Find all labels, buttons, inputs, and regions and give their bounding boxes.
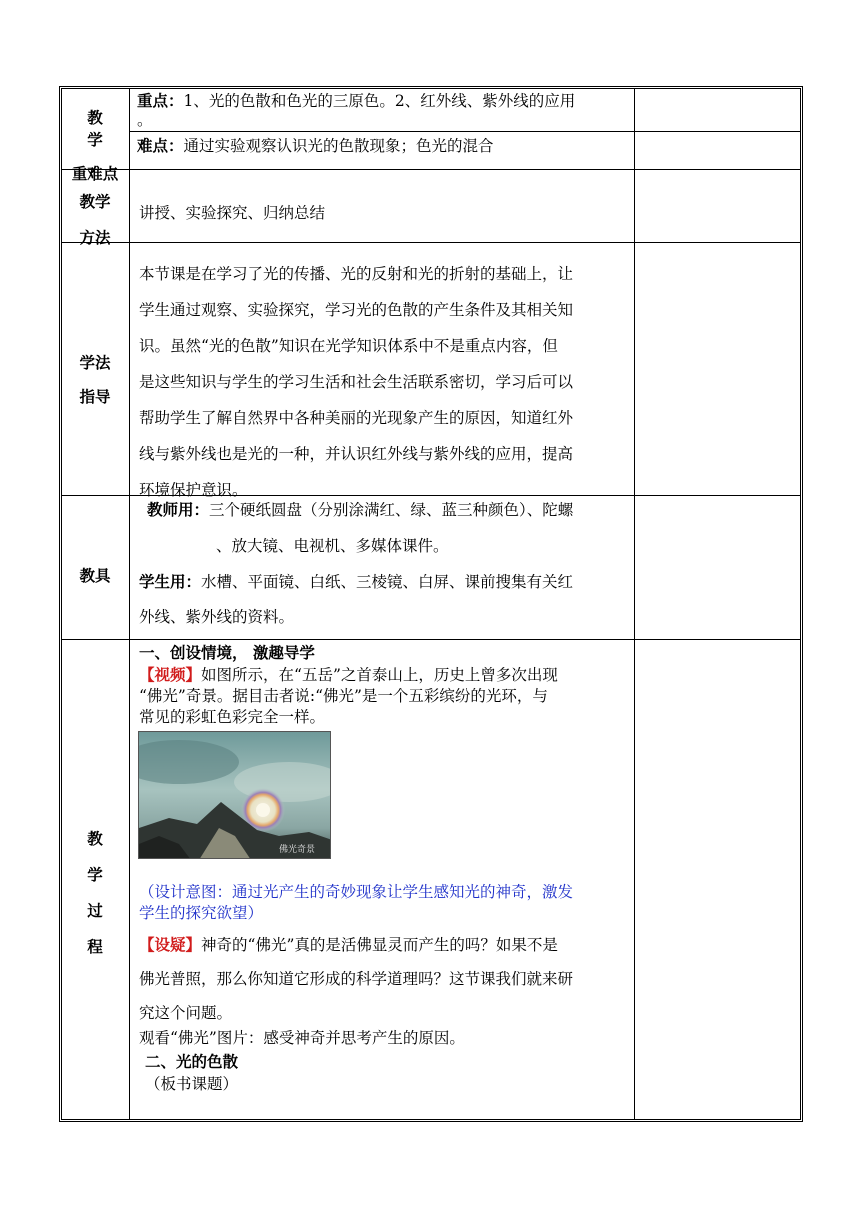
teaching-method-text: 讲授、实验探究、归纳总结 xyxy=(139,204,326,222)
section-1-title: 一、创设情境， 激趣导学 xyxy=(139,643,315,662)
row-label-teaching-method: 教学 方法 xyxy=(79,192,111,247)
photo-caption: 佛光奇景 xyxy=(278,845,315,855)
row-label-teaching-process: 教 学 过 程 xyxy=(87,829,103,956)
key-point-line-2: 。 xyxy=(137,111,153,129)
row-divider xyxy=(61,639,800,640)
video-tag: 【视频】 xyxy=(139,665,202,684)
teacher-aids-line-1: 教师用：三个硬纸圆盘（分别涂满红、绿、蓝三种颜色）、陀螺 xyxy=(147,500,574,519)
buddha-light-photo xyxy=(138,731,331,859)
observe-text: 观看“佛光”图片：感受神奇并思考产生的原因。 xyxy=(139,1029,465,1047)
section-2-title: 二、光的色散 xyxy=(145,1052,239,1071)
study-guide-paragraph: 本节课是在学习了光的传播、光的反射和光的折射的基础上，让 学生通过观察、实验探究，学习光的色散的产生条件及其相关知 识。虽然“光的色散”知识在光学知识体系中不是重点内容，但 是这些知识与学生的学习生活和社会生活联系密切，学习后可以 帮助学生了解自然界中各种美丽的光现象产生的原因，知道红外 线与紫外线也是光的一种，并认识红外线与紫外线的应用，提高 环境保护意识。 xyxy=(139,265,574,499)
board-note: （板书课题） xyxy=(145,1075,239,1093)
question-tag: 【设疑】 xyxy=(139,935,202,954)
row-divider xyxy=(129,131,800,132)
row-divider xyxy=(61,169,800,170)
row-divider xyxy=(61,242,800,243)
video-paragraph: 【视频】如图所示，在“五岳”之首泰山上，历史上曾多次出现 “佛光”奇景。据目击者说:“佛光”是一个五彩缤纷的光环，与 常见的彩虹色彩完全一样。 xyxy=(139,665,558,726)
teacher-aids-line-2: 、放大镜、电视机、多媒体课件。 xyxy=(216,537,449,555)
student-aids-line-2: 外线、紫外线的资料。 xyxy=(139,608,295,626)
row-label-teaching-aids: 教具 xyxy=(79,566,111,585)
student-aids-line-1: 学生用：水槽、平面镜、白纸、三棱镜、白屏、课前搜集有关红 xyxy=(139,572,574,591)
lesson-plan-table xyxy=(59,86,803,1122)
key-point-line-1: 重点：1、光的色散和色光的三原色。2、红外线、紫外线的应用 xyxy=(137,91,576,110)
design-intent: （设计意图：通过光产生的奇妙现象让学生感知光的神奇，激发 学生的探究欲望） xyxy=(139,883,574,922)
question-paragraph: 【设疑】神奇的“佛光”真的是活佛显灵而产生的吗？如果不是 佛光普照，那么你知道它形成的科学道理吗？这节课我们就来研 究这个问题。 xyxy=(139,935,574,1022)
difficult-point: 难点：通过实验观察认识光的色散现象；色光的混合 xyxy=(137,136,494,155)
row-label-study-guide: 学法 指导 xyxy=(79,353,111,406)
row-label-key-points: 教 学 重难点 xyxy=(71,108,119,183)
